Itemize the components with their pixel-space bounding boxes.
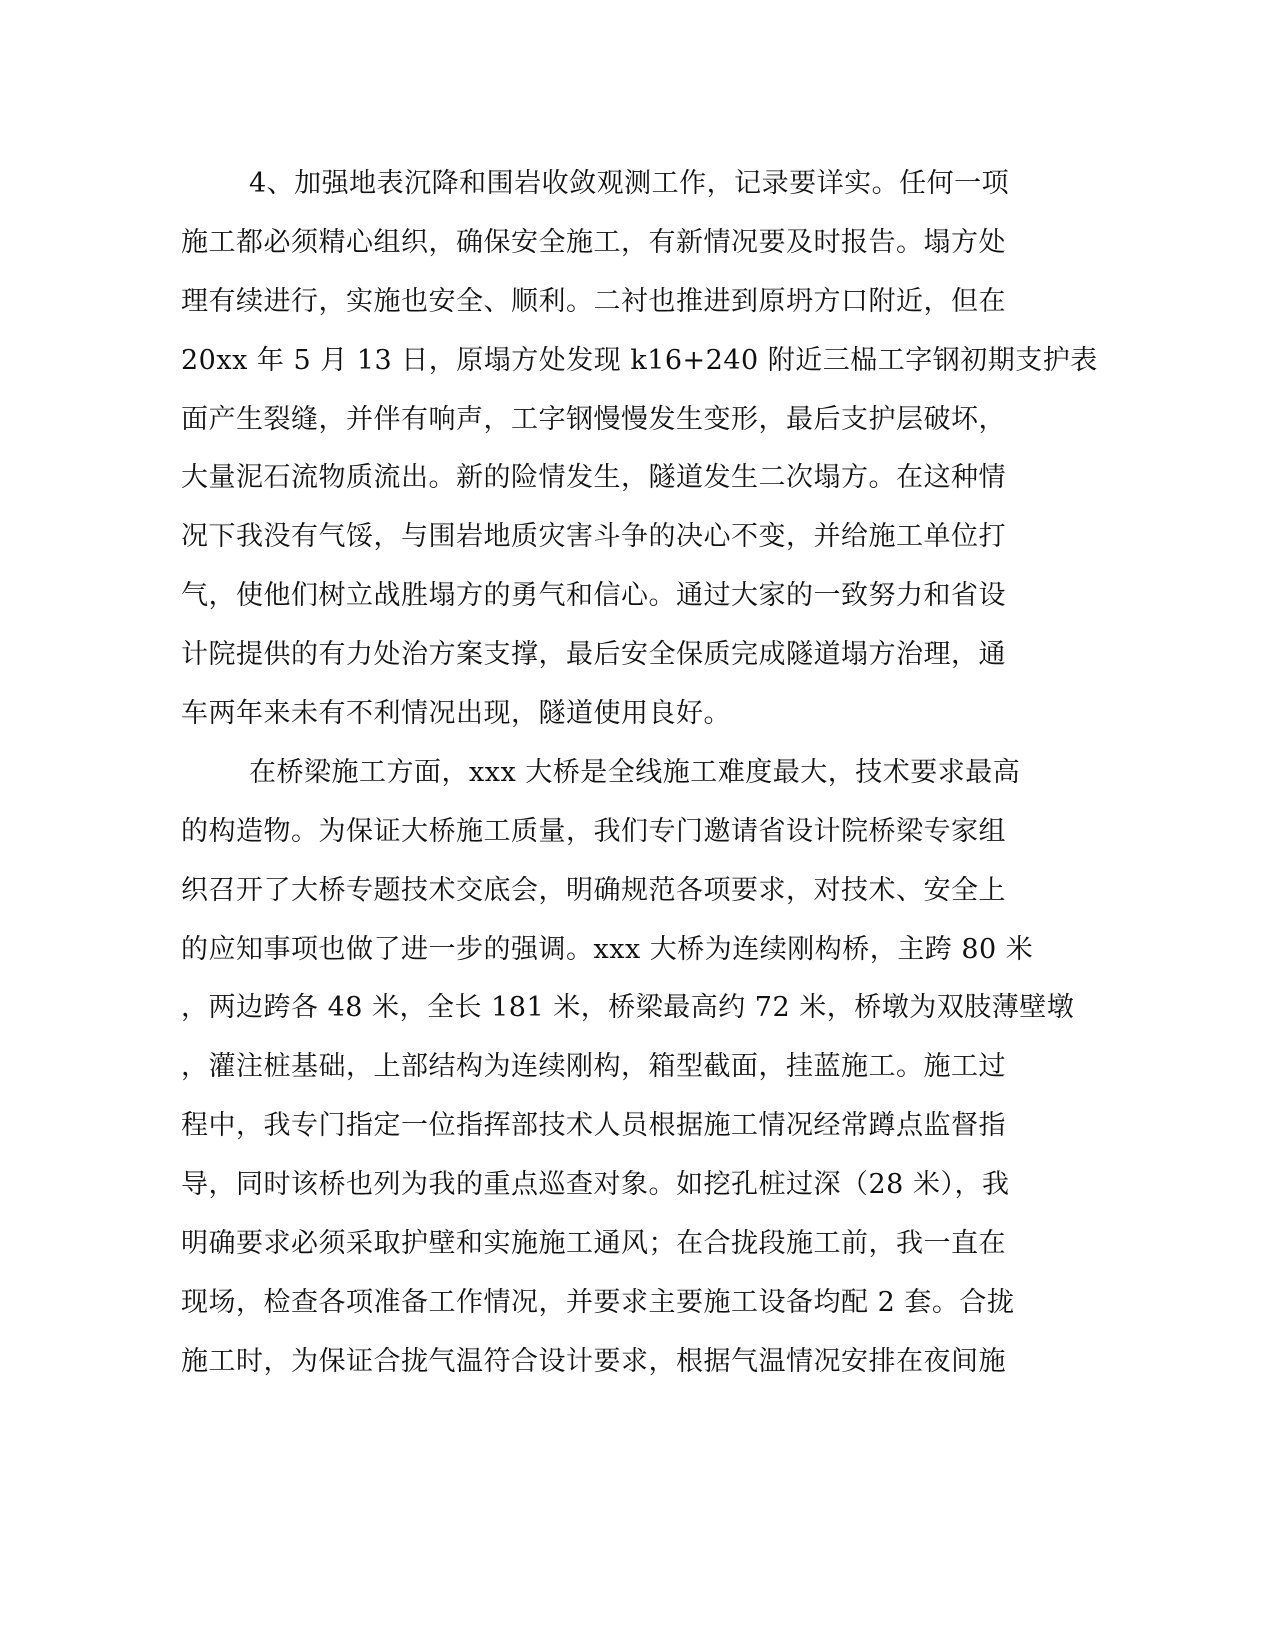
paragraph-line: 计院提供的有力处治方案支撑，最后安全保质完成隧道塌方治理，通 (181, 639, 1006, 671)
paragraph-line: 4、加强地表沉降和围岩收敛观测工作，记录要详实。任何一项 (249, 168, 1010, 199)
paragraph-line: 的构造物。为保证大桥施工质量，我们专门邀请省设计院桥梁专家组 (181, 815, 1006, 847)
paragraph-line: 在桥梁施工方面，xxx 大桥是全线施工难度最大，技术要求最高 (249, 756, 1021, 788)
paragraph-line: 现场，检查各项准备工作情况，并要求主要施工设备均配 2 套。合拢 (181, 1286, 1015, 1318)
paragraph-line: 况下我没有气馁，与围岩地质灾害斗争的决心不变，并给施工单位打 (181, 521, 1006, 553)
paragraph-line: ，灌注桩基础，上部结构为连续刚构，箱型截面，挂蓝施工。施工过 (181, 1051, 1006, 1083)
paragraph-line: 面产生裂缝，并伴有响声，工字钢慢慢发生变形，最后支护层破坏， (181, 403, 1006, 435)
paragraph-line: 20xx 年 5 月 13 日，原塌方处发现 k16+240 附近三榀工字钢初期支护表 (181, 344, 1098, 376)
paragraph-line: 施工都必须精心组织，确保安全施工，有新情况要及时报告。塌方处 (181, 226, 1006, 258)
body-text (181, 155, 1098, 1392)
paragraph-line: 织召开了大桥专题技术交底会，明确规范各项要求，对技术、安全上 (181, 874, 1006, 906)
paragraph-line: 气，使他们树立战胜塌方的勇气和信心。通过大家的一致努力和省设 (181, 580, 1006, 612)
paragraph-line: 大量泥石流物质流出。新的险情发生，隧道发生二次塌方。在这种情 (181, 462, 1006, 494)
paragraph-line: 明确要求必须采取护壁和实施施工通风；在合拢段施工前，我一直在 (181, 1228, 1006, 1260)
paragraph-line: 的应知事项也做了进一步的强调。xxx 大桥为连续刚构桥，主跨 80 米 (181, 933, 1034, 965)
paragraph-line: 导，同时该桥也列为我的重点巡查对象。如挖孔桩过深（28 米），我 (181, 1169, 1010, 1201)
paragraph-line: 程中，我专门指定一位指挥部技术人员根据施工情况经常蹲点监督指 (181, 1110, 1006, 1142)
paragraph-line: 施工时，为保证合拢气温符合设计要求，根据气温情况安排在夜间施 (181, 1345, 1006, 1377)
paragraph-line: 理有续进行，实施也安全、顺利。二衬也推进到原坍方口附近，但在 (181, 285, 1006, 317)
paragraph-line: 车两年来未有不利情况出现，隧道使用良好。 (181, 698, 731, 730)
paragraph-line: ，两边跨各 48 米，全长 181 米，桥梁最高约 72 米，桥墩为双肢薄壁墩 (181, 992, 1075, 1024)
